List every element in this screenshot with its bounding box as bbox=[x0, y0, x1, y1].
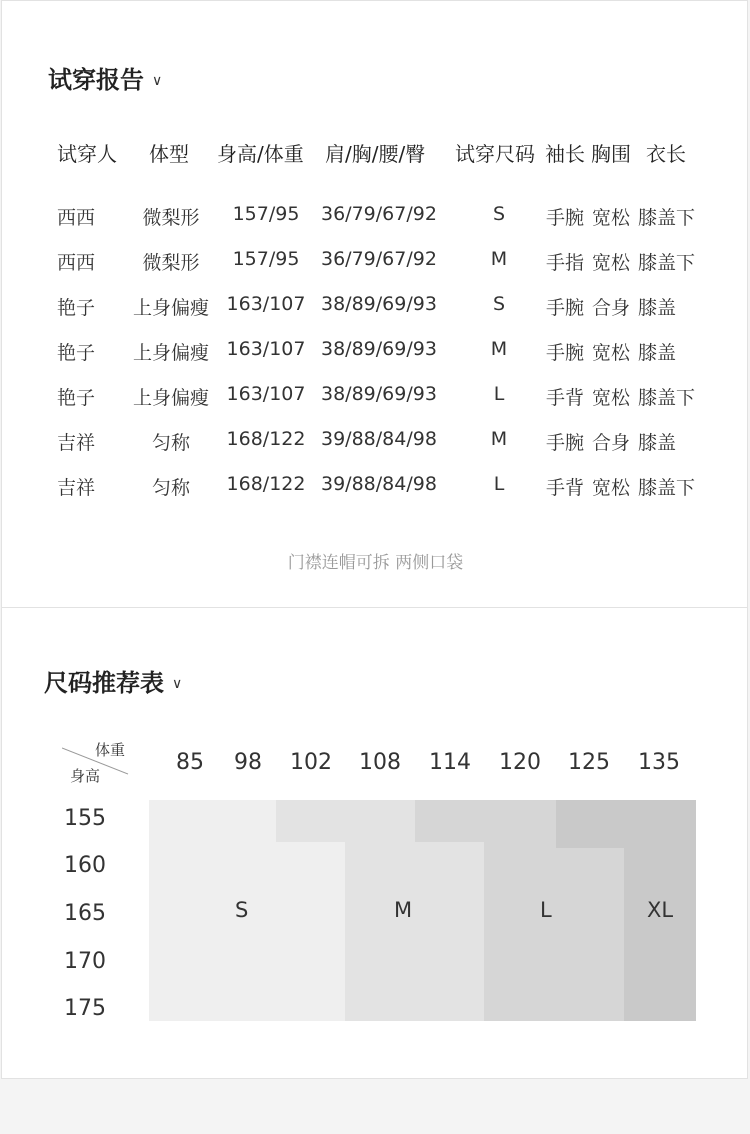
height-label: 170 bbox=[64, 949, 106, 974]
size-m-block bbox=[345, 842, 484, 1021]
tester-name-cell: 艳子 bbox=[57, 387, 96, 409]
sleeve-length-cell: 手腕 bbox=[546, 207, 585, 229]
tester-name-cell: 艳子 bbox=[57, 342, 96, 364]
header-bust: 胸围 bbox=[591, 142, 631, 166]
tester-name-cell: 艳子 bbox=[57, 297, 96, 319]
header-tester: 试穿人 bbox=[57, 142, 117, 166]
tester-name-cell: 吉祥 bbox=[57, 432, 96, 454]
size-chart-card bbox=[1, 607, 748, 1079]
size-l-block bbox=[484, 848, 624, 1021]
sleeve-length-cell: 手背 bbox=[546, 387, 585, 409]
height-label: 160 bbox=[64, 853, 106, 878]
height-weight-cell: 163/107 bbox=[226, 383, 306, 405]
sleeve-length-cell: 手腕 bbox=[546, 432, 585, 454]
bust-fit-cell: 宽松 bbox=[592, 342, 631, 364]
corner-height-label: 身高 bbox=[70, 767, 101, 785]
body-type-cell: 上身偏瘦 bbox=[132, 297, 209, 319]
tester-name-cell: 吉祥 bbox=[57, 477, 96, 499]
dress-length-cell: 膝盖 bbox=[638, 297, 677, 319]
size-cell: S bbox=[492, 203, 506, 225]
bust-fit-cell: 宽松 bbox=[592, 207, 631, 229]
dress-length-cell: 膝盖下 bbox=[638, 252, 696, 274]
height-weight-cell: 168/122 bbox=[226, 473, 306, 495]
size-l-block bbox=[415, 800, 556, 848]
tester-name-cell: 西西 bbox=[57, 207, 96, 229]
bust-fit-cell: 宽松 bbox=[592, 477, 631, 499]
size-xl-block bbox=[624, 848, 696, 1021]
body-type-cell: 上身偏瘦 bbox=[132, 342, 209, 364]
dress-length-cell: 膝盖下 bbox=[638, 387, 696, 409]
try-on-report-card bbox=[1, 0, 748, 607]
weight-label: 102 bbox=[290, 750, 332, 775]
header-length: 衣长 bbox=[646, 142, 686, 166]
height-label: 165 bbox=[64, 901, 106, 926]
body-type-cell: 微梨形 bbox=[142, 207, 200, 229]
body-type-cell: 匀称 bbox=[151, 432, 190, 454]
weight-label: 114 bbox=[429, 750, 471, 775]
size-s-label: S bbox=[235, 898, 249, 922]
measurements-cell: 36/79/67/92 bbox=[321, 248, 437, 270]
measurements-cell: 38/89/69/93 bbox=[321, 338, 437, 360]
chevron-down-icon[interactable]: ∨ bbox=[152, 73, 163, 89]
dress-length-cell: 膝盖 bbox=[638, 342, 677, 364]
tester-name-cell: 西西 bbox=[57, 252, 96, 274]
header-sleeve: 袖长 bbox=[545, 142, 585, 166]
weight-label: 85 bbox=[176, 750, 204, 775]
measurements-cell: 36/79/67/92 bbox=[321, 203, 437, 225]
header-measurements: 肩/胸/腰/臀 bbox=[325, 142, 426, 166]
bust-fit-cell: 合身 bbox=[592, 432, 631, 454]
bust-fit-cell: 宽松 bbox=[592, 252, 631, 274]
bust-fit-cell: 宽松 bbox=[592, 387, 631, 409]
product-note: 门襟连帽可拆 两侧口袋 bbox=[287, 553, 464, 573]
header-height-weight: 身高/体重 bbox=[217, 142, 304, 166]
measurements-cell: 39/88/84/98 bbox=[321, 428, 437, 450]
size-cell: M bbox=[490, 428, 508, 450]
size-l-label: L bbox=[540, 898, 552, 922]
body-type-cell: 微梨形 bbox=[142, 252, 200, 274]
weight-label: 125 bbox=[568, 750, 610, 775]
weight-label: 120 bbox=[499, 750, 541, 775]
height-weight-cell: 163/107 bbox=[226, 338, 306, 360]
size-chart-title[interactable]: 尺码推荐表 ∨ bbox=[44, 669, 183, 697]
height-weight-cell: 157/95 bbox=[232, 203, 300, 225]
height-weight-cell: 157/95 bbox=[232, 248, 300, 270]
corner-weight-label: 体重 bbox=[95, 741, 126, 759]
size-cell: M bbox=[490, 248, 508, 270]
weight-label: 135 bbox=[638, 750, 680, 775]
chevron-down-icon[interactable]: ∨ bbox=[172, 676, 183, 692]
size-cell: M bbox=[490, 338, 508, 360]
header-size: 试穿尺码 bbox=[455, 142, 535, 166]
header-body-type: 体型 bbox=[149, 142, 189, 166]
height-weight-cell: 163/107 bbox=[226, 293, 306, 315]
size-s-block bbox=[149, 800, 276, 842]
dress-length-cell: 膝盖下 bbox=[638, 477, 696, 499]
size-cell: L bbox=[493, 383, 505, 405]
dress-length-cell: 膝盖 bbox=[638, 432, 677, 454]
size-m-block bbox=[276, 800, 415, 842]
sleeve-length-cell: 手指 bbox=[546, 252, 585, 274]
sleeve-length-cell: 手背 bbox=[546, 477, 585, 499]
size-cell: L bbox=[493, 473, 505, 495]
weight-label: 108 bbox=[359, 750, 401, 775]
sleeve-length-cell: 手腕 bbox=[546, 342, 585, 364]
size-m-label: M bbox=[394, 898, 413, 922]
height-label: 155 bbox=[64, 806, 106, 831]
sleeve-length-cell: 手腕 bbox=[546, 297, 585, 319]
bust-fit-cell: 合身 bbox=[592, 297, 631, 319]
size-cell: S bbox=[492, 293, 506, 315]
body-type-cell: 匀称 bbox=[151, 477, 190, 499]
size-s-block bbox=[149, 842, 345, 1021]
measurements-cell: 39/88/84/98 bbox=[321, 473, 437, 495]
weight-label: 98 bbox=[234, 750, 262, 775]
height-label: 175 bbox=[64, 996, 106, 1021]
height-weight-cell: 168/122 bbox=[226, 428, 306, 450]
body-type-cell: 上身偏瘦 bbox=[132, 387, 209, 409]
size-xl-label: XL bbox=[647, 898, 674, 922]
size-xl-block bbox=[556, 800, 696, 848]
report-title[interactable]: 试穿报告 ∨ bbox=[48, 66, 163, 94]
measurements-cell: 38/89/69/93 bbox=[321, 383, 437, 405]
dress-length-cell: 膝盖下 bbox=[638, 207, 696, 229]
measurements-cell: 38/89/69/93 bbox=[321, 293, 437, 315]
